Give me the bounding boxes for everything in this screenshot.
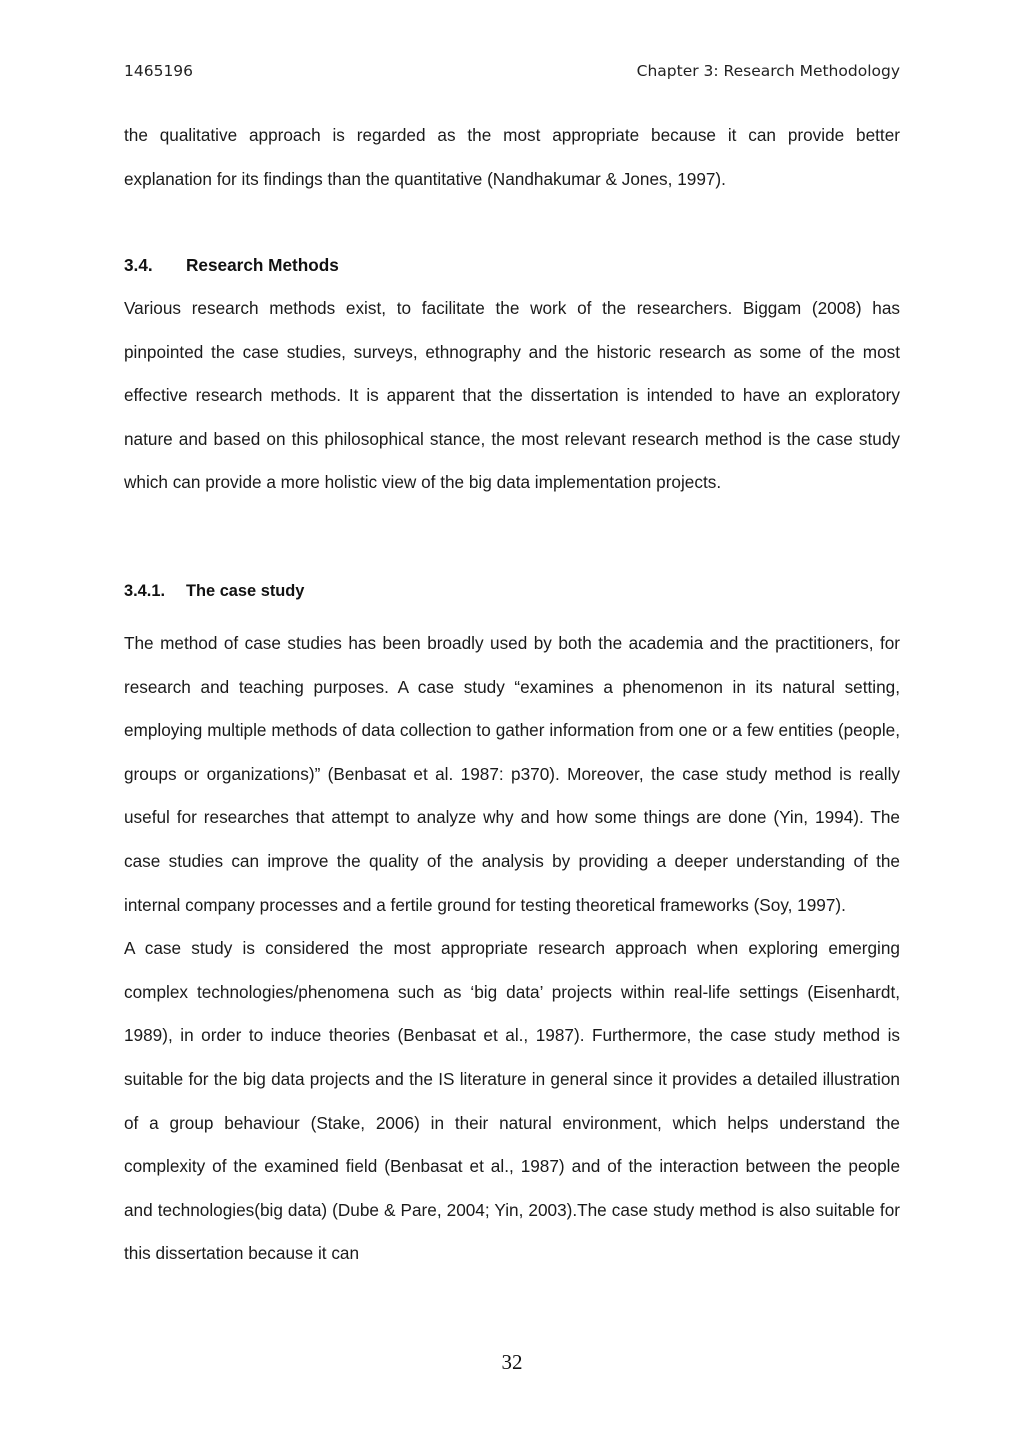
page-number: 32 [501,1350,523,1374]
paragraph: Various research methods exist, to facilitate the work of the researchers. Biggam (2008) has pinpointed the case studies, surveys, ethnography and the historic research as some of the most effective research methods. It is apparent that the dissertation is intended to have an exploratory nature and based on this philosophical stance, the most relevant research method is the case study which can provide a more holistic view of the big data implementation projects. [124,298,900,493]
paragraph: the qualitative approach is regarded as the most appropriate because it can provide better explanation for its findings than the quantitative (Nandhakumar & Jones, 1997). [124,125,900,189]
section-number: 3.4. [124,255,153,275]
running-header [124,62,900,84]
subsection-number: 3.4.1. [124,582,166,600]
paragraph: A case study is considered the most appropriate research approach when exploring emerging complex technologies/phenomena such as ‘big data’ projects within real-life settings (Eisenhardt, 1989), in order to induce theories (Benbasat et al., 1987). Furthermore, the case study method is suitable for the big data projects and the IS literature in general since it provides a detailed illustration of a group behaviour (Stake, 2006) in their natural environment, which helps understand the complexity of the examined field (Benbasat et al., 1987) and of the interaction between the people and technologies(big data) (Dube & Pare, 2004; Yin, 2003).The case study method is also suitable for this dissertation because it can [124,938,900,1264]
subsection-title: The case study [186,582,305,600]
chapter-title: Chapter 3: Research Methodology [636,62,900,80]
section-heading-research-methods [124,253,900,277]
paragraph: The method of case studies has been broadly used by both the academia and the practitioners, for research and teaching purposes. A case study “examines a phenomenon in its natural setting, employing multiple methods of data collection to gather information from one or a few entities (people, groups or organizations)” (Benbasat et al. 1987: p370). Moreover, the case study method is really useful for researches that attempt to analyze why and how some things are done (Yin, 1994). The case studies can improve the quality of the analysis by providing a deeper understanding of the internal company processes and a fertile ground for testing theoretical frameworks (Soy, 1997). [124,633,900,915]
subsection-heading-case-study [124,579,900,603]
paragraph-intro-block [124,114,900,201]
paragraph-methods-block [124,287,900,505]
section-title: Research Methods [186,255,339,275]
student-id: 1465196 [124,62,194,80]
paragraph-case-study-block [124,622,900,1276]
